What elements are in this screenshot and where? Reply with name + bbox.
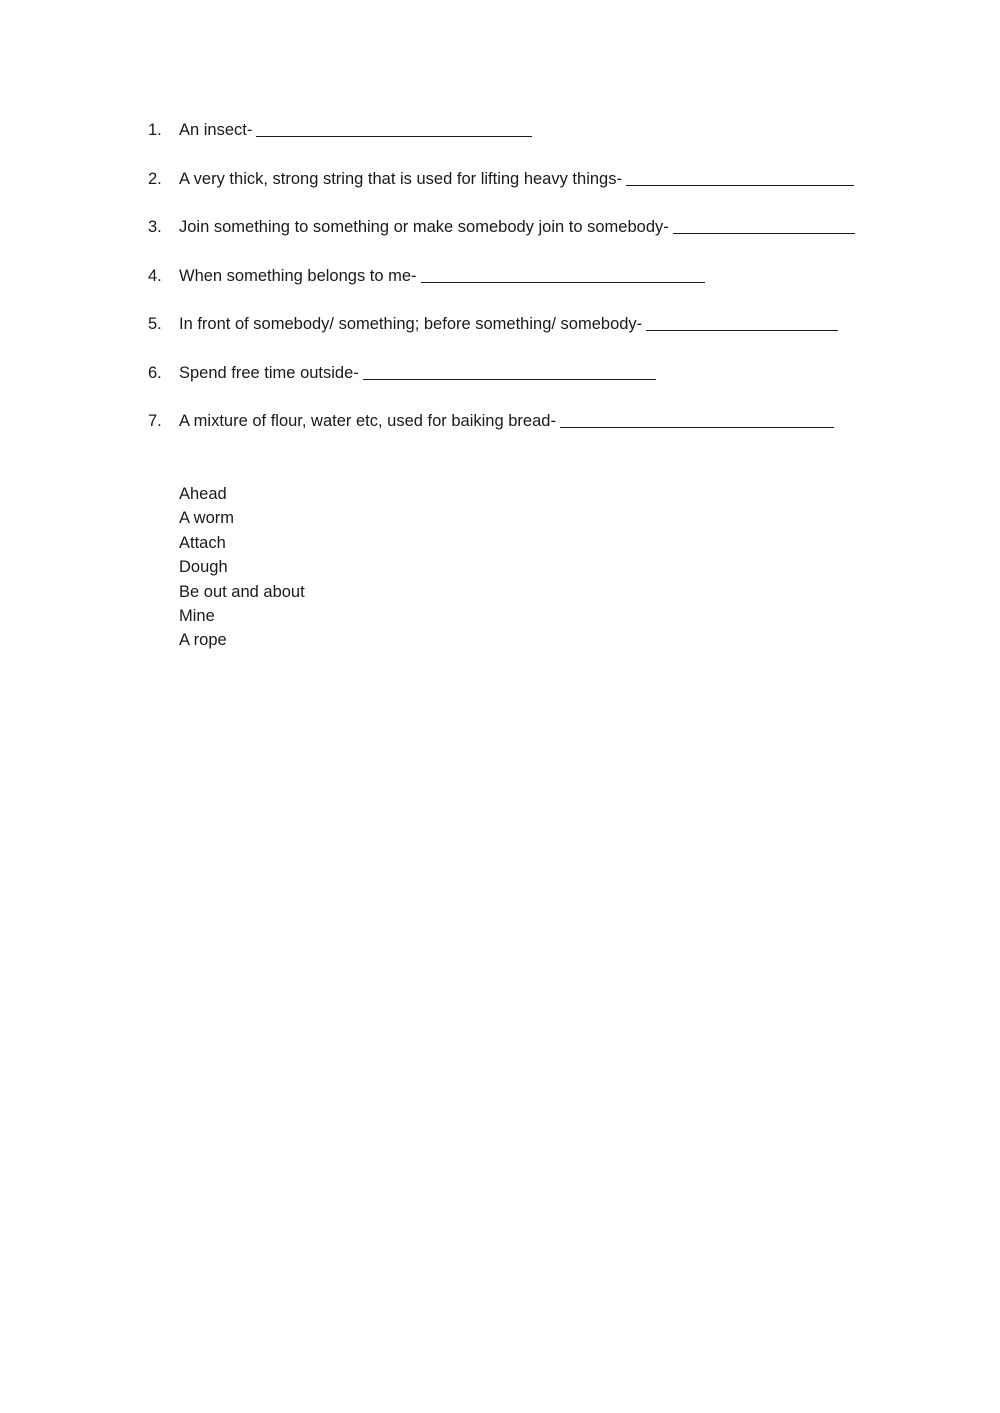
- question-item: [148, 312, 908, 361]
- question-text: An insect-: [179, 121, 253, 139]
- question-item: [148, 118, 908, 167]
- question-text: A mixture of flour, water etc, used for baiking bread-: [179, 412, 556, 430]
- word-bank-item: Mine: [179, 607, 215, 626]
- question-item: [148, 167, 908, 216]
- question-text: A very thick, strong string that is used for lifting heavy things-: [179, 169, 622, 188]
- question-number: 5.: [148, 315, 162, 333]
- word-bank-item: Ahead: [179, 485, 227, 503]
- question-text: Join something to something or make somebody join to somebody-: [179, 218, 669, 236]
- word-bank-item: Attach: [179, 533, 226, 552]
- answer-blank[interactable]: [363, 378, 656, 380]
- answer-blank[interactable]: [673, 232, 855, 234]
- question-text: When something belongs to me-: [179, 266, 417, 285]
- answer-blank[interactable]: [421, 281, 705, 283]
- answer-blank[interactable]: [256, 135, 532, 137]
- word-bank: [179, 482, 305, 653]
- question-number: 6.: [148, 363, 162, 382]
- question-number: 4.: [148, 266, 162, 285]
- word-bank-item: A rope: [179, 631, 227, 650]
- question-item: [148, 264, 908, 313]
- answer-blank[interactable]: [646, 329, 838, 331]
- question-text: Spend free time outside-: [179, 363, 359, 382]
- question-item: [148, 361, 908, 410]
- question-number: 2.: [148, 169, 162, 188]
- question-number: 1.: [148, 121, 162, 139]
- question-item: [148, 215, 908, 264]
- question-number: 7.: [148, 412, 162, 430]
- word-bank-item: A worm: [179, 509, 235, 528]
- question-text: In front of somebody/ something; before something/ somebody-: [179, 315, 643, 333]
- word-bank-item: Be out and about: [179, 582, 305, 601]
- question-item: [148, 409, 908, 458]
- question-list: [148, 118, 908, 458]
- answer-blank[interactable]: [626, 184, 854, 186]
- word-bank-item: Dough: [179, 558, 228, 577]
- answer-blank[interactable]: [560, 426, 834, 428]
- question-number: 3.: [148, 218, 162, 236]
